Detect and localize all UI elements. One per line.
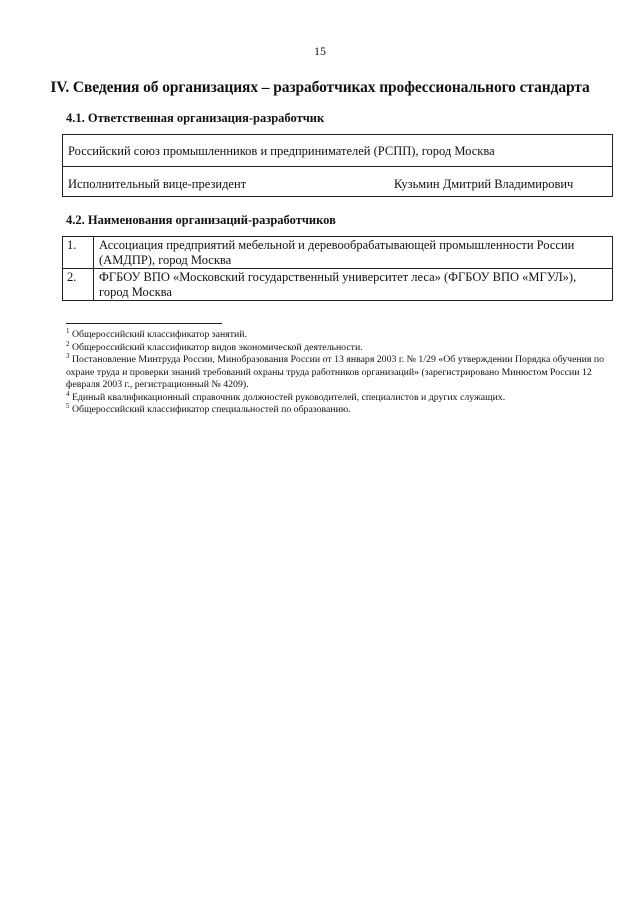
responsible-org-box — [62, 134, 613, 197]
footnote-mark: 3 — [66, 352, 70, 360]
box-divider — [63, 166, 612, 167]
footnote — [66, 354, 621, 392]
footnote-mark: 1 — [66, 327, 70, 335]
footnote-mark: 5 — [66, 402, 70, 410]
responsible-position: Исполнительный вице-президент — [68, 177, 247, 191]
footnote-separator — [66, 323, 222, 324]
footnote-mark: 4 — [66, 389, 70, 398]
footnote-text: Общероссийский классификатор видов экономической деятельности. — [71, 341, 363, 353]
developer-orgs-heading: 4.2. Наименования организаций-разработчиков — [66, 213, 336, 227]
table-row — [63, 269, 613, 301]
footnote-text: Общероссийский классификатор занятий. — [71, 329, 247, 340]
row-number: 1. — [63, 237, 94, 269]
section-title: IV. Сведения об организациях – разработчиках профессионального стандарта — [50, 79, 590, 96]
page-number: 15 — [314, 44, 326, 58]
row-number: 2. — [63, 269, 94, 301]
footnote — [66, 404, 621, 417]
org-name: ФГБОУ ВПО «Московский государственный университет леса» (ФГБОУ ВПО «МГУЛ»), город Москва — [94, 269, 613, 301]
table-row — [63, 237, 613, 269]
footnote-text: Постановление Минтруда России, Минобразования России от 13 января 2003 г. № 1/29 «Об утверждении Порядка обучения по охране труда и проверки знаний требований охраны труда работников организаций» (зарегистрировано Минюстом России 12 февраля 2003 г., регистрационный № 4209). — [66, 354, 605, 390]
footnote-text: Общероссийский классификатор специальностей по образованию. — [71, 404, 351, 415]
responsible-org-name: Российский союз промышленников и предпринимателей (РСПП), город Москва — [68, 144, 495, 158]
footnote-mark: 2 — [66, 339, 70, 348]
footnotes — [66, 329, 621, 417]
responsible-org-heading: 4.1. Ответственная организация-разработчик — [66, 111, 325, 125]
footnote — [66, 329, 621, 342]
responsible-person: Кузьмин Дмитрий Владимирович — [394, 177, 574, 191]
org-name: Ассоциация предприятий мебельной и деревообрабатывающей промышленности России (АМДПР), город Москва — [94, 237, 613, 269]
developer-orgs-table — [62, 236, 613, 301]
footnote-text: Единый квалификационный справочник должностей руководителей, специалистов и других служащих. — [71, 391, 506, 403]
footnote — [66, 339, 621, 355]
footnote — [66, 389, 621, 405]
